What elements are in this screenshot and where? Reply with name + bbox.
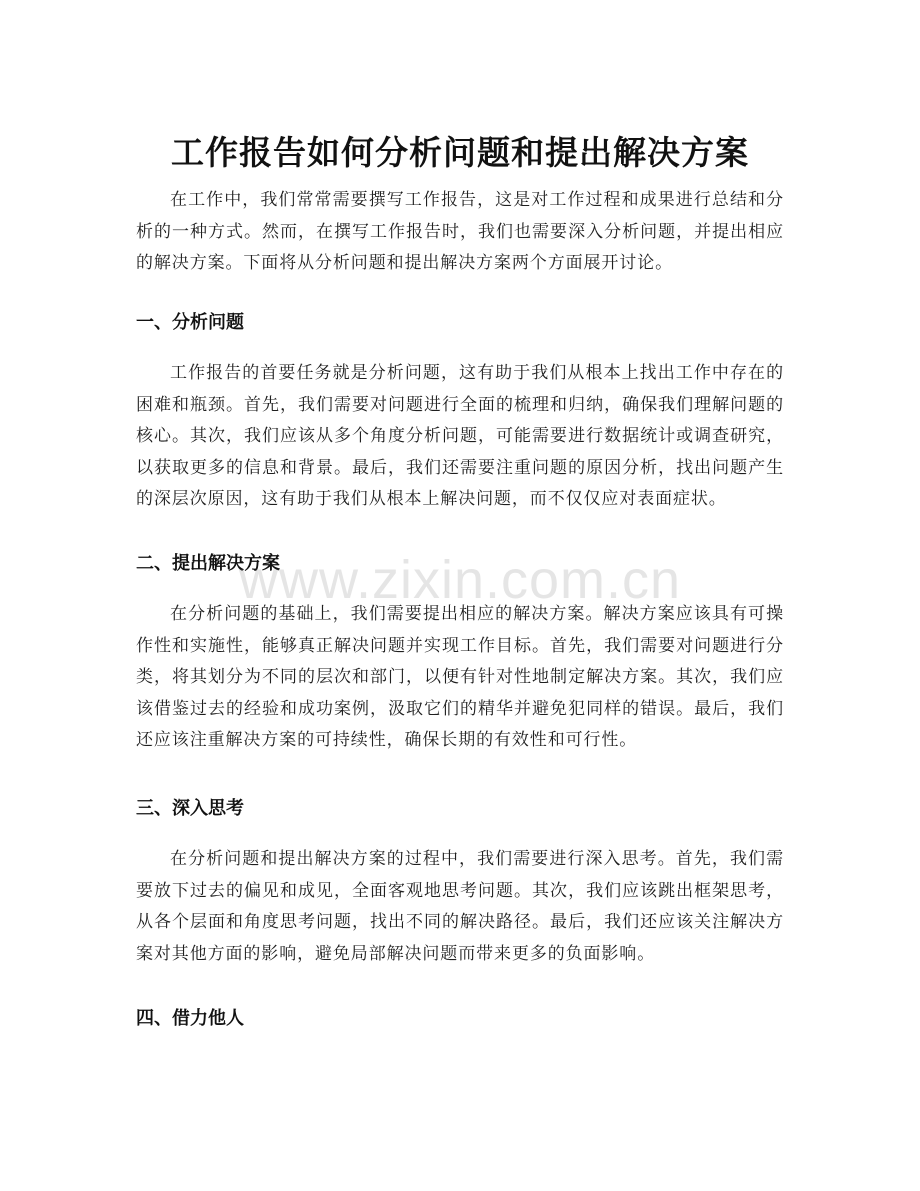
section-heading-deep-thinking: 三、深入思考 (136, 798, 244, 819)
watermark: www.zixin.com.cn (238, 550, 682, 610)
section-heading-leverage-others: 四、借力他人 (136, 1008, 244, 1029)
section-body-solutions: 在分析问题的基础上，我们需要提出相应的解决方案。解决方案应该具有可操作性和实施性，能够真正解决问题并实现工作目标。首先，我们需要对问题进行分类，将其划分为不同的层次和部门，以便有针对性地制定解决方案。其次，我们应该借鉴过去的经验和成功案例，汲取它们的精华并避免犯同样的错误。最后，我们还应该注重解决方案的可持续性，确保长期的有效性和可行性。 (136, 604, 784, 750)
section-body-deep-thinking: 在分析问题和提出解决方案的过程中，我们需要进行深入思考。首先，我们需要放下过去的偏见和成见，全面客观地思考问题。其次，我们应该跳出框架思考，从各个层面和角度思考问题，找出不同的解决路径。最后，我们还应该关注解决方案对其他方面的影响，避免局部解决问题而带来更多的负面影响。 (136, 849, 784, 964)
section-heading-solutions: 二、提出解决方案 (136, 553, 280, 574)
document-title: 工作报告如何分析问题和提出解决方案 (171, 133, 749, 173)
intro-paragraph: 在工作中，我们常常需要撰写工作报告，这是对工作过程和成果进行总结和分析的一种方式。然而，在撰写工作报告时，我们也需要深入分析问题，并提出相应的解决方案。下面将从分析问题和提出解决方案两个方面展开讨论。 (136, 190, 784, 273)
section-heading-analyze: 一、分析问题 (136, 312, 244, 333)
section-body-analyze: 工作报告的首要任务就是分析问题，这有助于我们从根本上找出工作中存在的困难和瓶颈。首先，我们需要对问题进行全面的梳理和归纳，确保我们理解问题的核心。其次，我们应该从多个角度分析问题，可能需要进行数据统计或调查研究，以获取更多的信息和背景。最后，我们还需要注重问题的原因分析，找出问题产生的深层次原因，这有助于我们从根本上解决问题，而不仅仅应对表面症状。 (136, 363, 784, 509)
